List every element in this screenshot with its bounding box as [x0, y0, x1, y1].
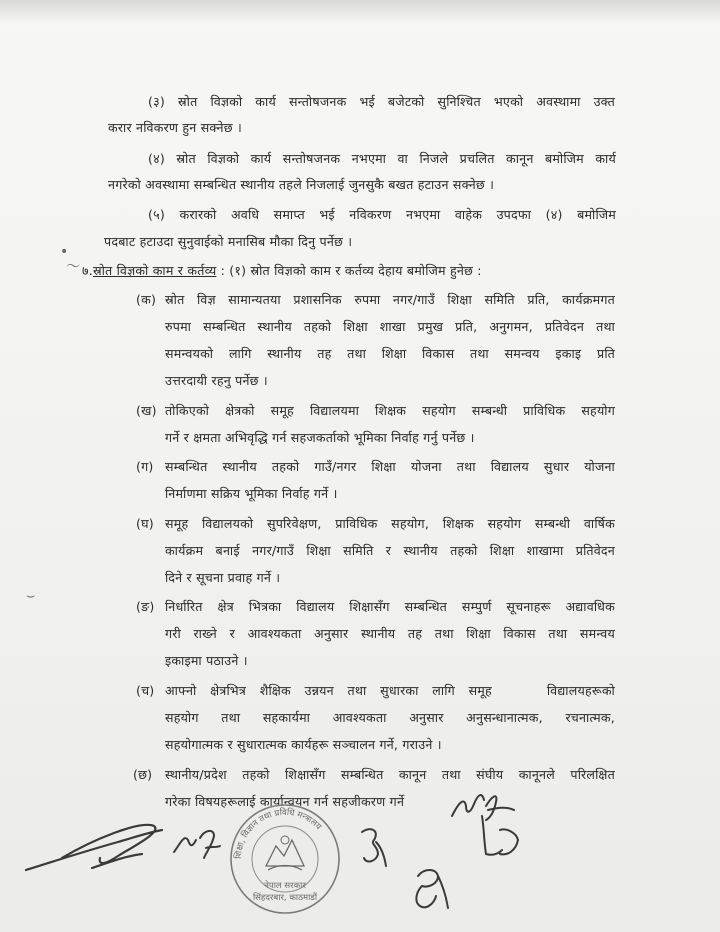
item-kha-marker: (ख): [136, 403, 157, 418]
item-nga-line-2: गरी राख्ने र आवश्यकता अनुसार स्थानीय तह तथा शिक्षा विकास तथा समन्वय: [165, 626, 615, 641]
item-cha-line-3: सहयोगात्मक र सुधारात्मक कार्यहरू सञ्चालन गर्ने, गराउने ।: [165, 737, 442, 752]
section-7-intro: : (१) स्रोत विज्ञको काम र कर्तव्य देहाय बमोजिम हुनेछ :: [220, 263, 482, 278]
para-4-line-2: नगरेको अवस्थामा सम्बन्धित स्थानीय तहले निजलाई जुनसुकै बखत हटाउन सक्नेछ ।: [108, 177, 495, 192]
stamp-ring-text: शिक्षा, विज्ञान तथा प्रविधि मन्त्रालय: [233, 807, 324, 860]
signature-1: [22, 812, 172, 882]
item-chha-line-2: गरेका विषयहरूलाई कार्यान्वयन गर्न सहजीकरण गर्ने: [165, 794, 405, 809]
item-cha-line-2: सहयोग तथा सहकार्यमा आवश्यकता अनुसार अनुसन्धानात्मक, रचनात्मक,: [165, 710, 615, 725]
item-nga-line-3: इकाइमा पठाउने ।: [165, 653, 248, 668]
item-ga-marker: (ग): [136, 459, 154, 474]
signature-2: [170, 822, 226, 862]
margin-curl-mark: ⌣: [26, 588, 36, 604]
item-kha-line-2: गर्ने र क्षमता अभिवृद्धि गर्न सहजकर्ताको भूमिका निर्वाह गर्नु पर्नेछ ।: [165, 430, 475, 445]
item-ka-line-1: स्रोत विज्ञ सामान्यतया प्रशासनिक रुपमा नगर/गाउँ शिक्षा समिति प्रति, कार्यक्रमगत: [165, 292, 615, 307]
emblem-icon: [266, 836, 304, 870]
para-5-line-2: पदबाट हटाउदा सुनुवाईको मनासिब मौका दिनु पर्नेछ ।: [104, 234, 353, 249]
item-ka-line-4: उत्तरदायी रहनु पर्नेछ ।: [165, 373, 268, 388]
section-7-number: ७.: [82, 263, 93, 278]
section-7-title: स्रोत विज्ञको काम र कर्तव्य: [92, 263, 217, 278]
item-gha-line-3: दिने र सूचना प्रवाह गर्ने ।: [165, 570, 281, 585]
signature-6: [408, 862, 454, 912]
item-kha-line-1: तोकिएको क्षेत्रको समूह विद्यालयमा शिक्षक सहयोग सम्बन्धी प्राविधिक सहयोग: [165, 403, 615, 418]
signature-3: [356, 822, 392, 872]
item-ka-line-2: रुपमा सम्बन्धित स्थानीय तहको शिक्षा शाखा प्रमुख प्रति, अनुगमन, प्रतिवेदन तथा: [165, 319, 615, 334]
signature-5: [476, 810, 526, 866]
item-nga-line-1: निर्धारित क्षेत्र भित्रका विद्यालय शिक्षासँग सम्बन्धित सम्पुर्ण सूचनाहरू अद्यावधिक: [165, 599, 615, 614]
item-gha-line-2: कार्यक्रम बनाई नगर/गाउँ शिक्षा समिति र स्थानीय तहको शिक्षा शाखामा प्रतिवेदन: [165, 543, 615, 558]
item-cha-line-1: आफ्नो क्षेत्रभित्र शैक्षिक उन्नयन तथा सुधारका लागि समूह विद्यालयहरूको: [165, 683, 615, 698]
margin-dot-mark: •: [60, 244, 69, 260]
stamp-top-text: नेपाल सरकार: [264, 881, 306, 891]
item-gha-marker: (घ): [136, 516, 154, 531]
para-3-line-1: (३) स्रोत विज्ञको कार्य सन्तोषजनक भई बजेटको सुनिश्चित भएको अवस्थामा उक्त: [148, 94, 615, 109]
official-seal-stamp: [226, 800, 344, 918]
item-gha-line-1: समूह विद्यालयको सुपरिवेक्षण, प्राविधिक सहयोग, शिक्षक सहयोग सम्बन्धी वार्षिक: [165, 516, 615, 531]
para-4-line-1: (४) स्रोत विज्ञको कार्य सन्तोषजनक नभएमा वा निजले प्रचलित कानून बमोजिम कार्य: [148, 151, 616, 166]
para-3-line-2: करार नविकरण हुन सक्नेछ ।: [108, 120, 242, 135]
margin-tick-mark: 〜: [66, 259, 80, 275]
item-cha-marker: (च): [136, 683, 155, 698]
item-ga-line-1: सम्बन्धित स्थानीय तहको गाउँ/नगर शिक्षा योजना तथा विद्यालय सुधार योजना: [165, 459, 615, 474]
item-ka-marker: (क): [136, 292, 157, 307]
item-ka-line-3: समन्वयको लागि स्थानीय तह तथा शिक्षा विकास तथा समन्वय इकाइ प्रति: [165, 346, 615, 361]
item-chha-line-1: स्थानीय/प्रदेश तहको शिक्षासँग सम्बन्धित कानून तथा संघीय कानूनले परिलक्षित: [165, 767, 615, 782]
item-chha-marker: (छ): [133, 767, 153, 782]
item-nga-marker: (ङ): [136, 599, 155, 614]
item-ga-line-2: निर्माणमा सक्रिय भूमिका निर्वाह गर्ने ।: [165, 486, 338, 501]
page-fold-shadow: [0, 0, 720, 22]
stamp-bottom-text: सिंहदरबार, काठमाडौं: [252, 893, 318, 903]
section-7-heading: [82, 262, 482, 280]
para-5-line-1: (५) करारको अवधि समाप्त भई नविकरण नभएमा वाहेक उपदफा (४) बमोजिम: [148, 207, 616, 222]
